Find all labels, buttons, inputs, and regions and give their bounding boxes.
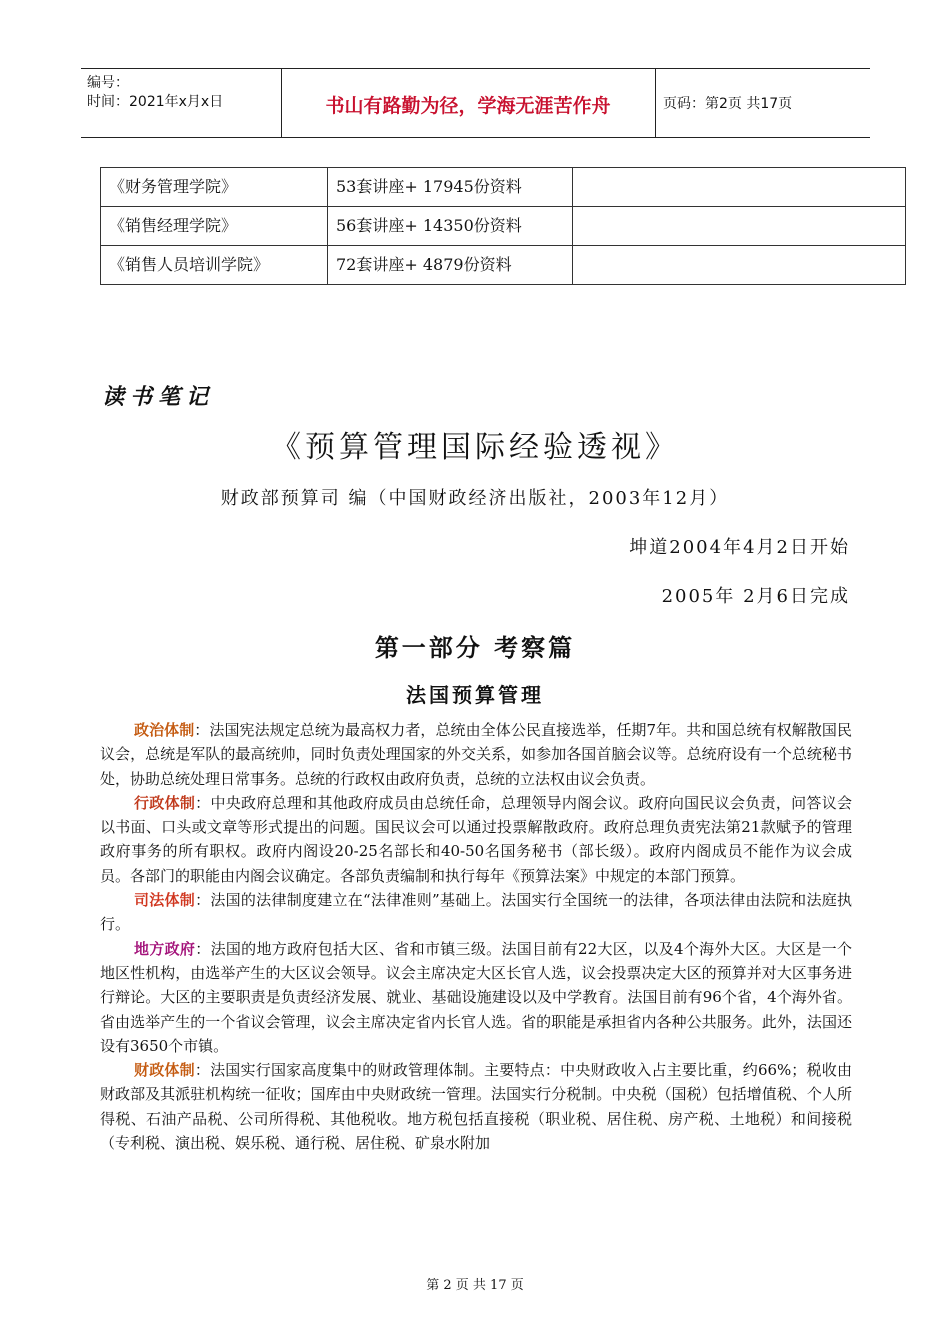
header-divider [655, 69, 656, 137]
paragraph-sep: ： [194, 1061, 211, 1080]
paragraph-label: 地方政府 [134, 939, 196, 958]
header-motto: 书山有路勤为径，学海无涯苦作舟 [325, 95, 611, 117]
paragraph-label: 政治体制 [134, 721, 195, 739]
header-time: 时间：2021年x月x日 [87, 94, 224, 110]
paragraph-sep: ： [195, 939, 211, 958]
paragraph [100, 791, 852, 888]
book-title: 《预算管理国际经验透视》 [271, 430, 679, 465]
header-page-number: 页码：第2页 共17页 [663, 96, 793, 112]
resource-table [100, 167, 906, 285]
paragraph-sep: ： [195, 793, 211, 812]
paragraph [100, 718, 852, 791]
header-meta [87, 74, 283, 112]
page-header [81, 68, 870, 138]
table-row [101, 246, 906, 285]
table-cell-name: 《财务管理学院》 [101, 168, 328, 207]
paragraph-text: 法国实行国家高度集中的财政管理体制。主要特点：中央财政收入占主要比重，约66%；税收由财政部及其派驻机构统一征收；国库由中央财政统一管理。法国实行分税制。中央税（国税）包括增值税、个人所得税、石油产品税、公司所得税、其他税收。地方税包括直接税（职业税、居住税、房产税、土地税）和间接税（专利税、演出税、娱乐税、通行税、居住税、矿泉水附加 [100, 1061, 852, 1153]
paragraph [100, 1058, 852, 1155]
end-date: 2005年 2月6日完成 [661, 586, 850, 607]
table-cell-extra [573, 246, 906, 285]
paragraph-text: 法国的法律制度建立在“法律准则”基础上。法国实行全国统一的法律，各项法律由法院和法庭执行。 [100, 891, 852, 934]
paragraph [100, 937, 852, 1058]
start-date: 坤道2004年4月2日开始 [629, 537, 850, 558]
paragraph-text: 中央政府总理和其他政府成员由总统任命，总理领导内阁会议。政府向国民议会负责，问答议会以书面、口头或文章等形式提出的问题。国民议会可以通过投票解散政府。政府总理负责宪法第21款赋予的管理政府事务的所有职权。政府内阁设20-25名部长和40-50名国务秘书（部长级）。政府内阁成员不能作为议会成员。各部门的职能由内阁会议确定。各部负责编制和执行每年《预算法案》中规定的本部门预算。 [100, 793, 852, 885]
table-row [101, 168, 906, 207]
table-cell-content: 72套讲座+ 4879份资料 [328, 246, 573, 285]
paragraph-label: 行政体制 [134, 793, 196, 812]
table-cell-name: 《销售人员培训学院》 [101, 246, 328, 285]
table-cell-content: 53套讲座+ 17945份资料 [328, 168, 573, 207]
table-cell-extra [573, 168, 906, 207]
paragraph-text: 法国的地方政府包括大区、省和市镇三级。法国目前有22大区，以及4个海外大区。大区是一个地区性机构，由选举产生的大区议会领导。议会主席决定大区长官人选，议会投票决定大区的预算并对大区事务进行辩论。大区的主要职责是负责经济发展、就业、基础设施建设以及中学教育。法国目前有96个省，4个海外省。省由选举产生的一个省议会管理，议会主席决定省内长官人选。省的职能是承担省内各种公共服务。此外，法国还设有3650个市镇。 [100, 939, 852, 1055]
paragraph-label: 司法体制 [134, 891, 196, 910]
part-heading: 第一部分 考察篇 [374, 633, 576, 662]
table-cell-name: 《销售经理学院》 [101, 207, 328, 246]
table-cell-extra [573, 207, 906, 246]
table-row [101, 207, 906, 246]
page-footer: 第 2 页 共 17 页 [426, 1278, 524, 1293]
paragraph-sep: ： [194, 721, 210, 739]
table-cell-content: 56套讲座+ 14350份资料 [328, 207, 573, 246]
paragraph-label: 财政体制 [134, 1061, 195, 1080]
header-number: 编号： [87, 75, 129, 91]
paragraph [100, 888, 852, 937]
publisher-line: 财政部预算司 编（中国财政经济出版社，2003年12月） [220, 488, 730, 509]
notes-label: 读书笔记 [102, 384, 215, 410]
body-text [100, 718, 852, 1155]
paragraph-text: 法国宪法规定总统为最高权力者，总统由全体公民直接选举，任期7年。共和国总统有权解散国民议会，总统是军队的最高统帅，同时负责处理国家的外交关系，如参加各国首脑会议等。总统府设有一个总统秘书处，协助总统处理日常事务。总统的行政权由政府负责，总统的立法权由议会负责。 [100, 721, 852, 788]
paragraph-sep: ： [195, 891, 211, 910]
section-heading: 法国预算管理 [406, 683, 544, 707]
